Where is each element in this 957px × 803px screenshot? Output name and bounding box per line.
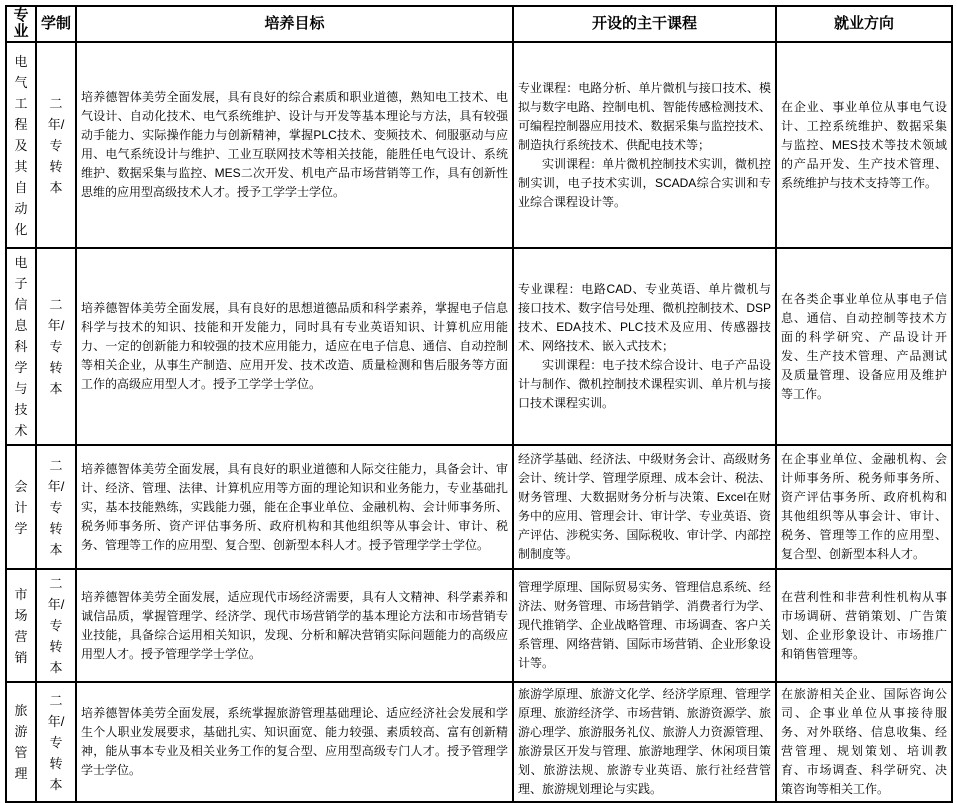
- objective-cell: 培养德智体美劳全面发展，具有良好的职业道德和人际交往能力，具备会计、审计、经济、管理、法律、计算机应用等方面的理论知识和业务能力，专业基础扎实，基本技能熟练，实践能力强，能在企事业单位、金融机构、会计师事务所、税务师事务所、资产评估事务所、政府机构和其他组织等从事会计、审计、税务、管理等工作的应用型、复合型、创新型本科人才。授予管理学学士学位。: [76, 445, 513, 569]
- duration-cell: 二年/专转本: [36, 445, 76, 569]
- courses-paragraph: 实训课程：单片微机控制技术实训，微机控制实训，电子技术实训，SCADA综合实训和专业综合课程设计等。: [518, 156, 771, 209]
- header-row: [6, 6, 952, 42]
- duration-cell: 二年/专转本: [36, 248, 76, 445]
- employment-cell: 在企业、事业单位从事电气设计、工控系统维护、数据采集与监控、MES技术等技术领域的产品开发、生产技术管理、系统维护与技术支持等工作。: [776, 42, 952, 248]
- courses-cell: [513, 569, 776, 682]
- courses-paragraph: 专业课程：电路分析、单片微机与接口技术、模拟与数字电路、控制电机、智能传感检测技术、可编程控制器应用技术、数据采集与监控技术、制造执行系统技术、供配电技术等；: [518, 80, 771, 152]
- duration-cell: 二年/专转本: [36, 569, 76, 682]
- courses-paragraph: 管理学原理、国际贸易实务、管理信息系统、经济法、财务管理、市场营销学、消费者行为学、现代推销学、企业战略管理、市场调查、客户关系管理、网络营销、国际市场营销、企业形象设计等。: [518, 580, 771, 670]
- major-cell: 电子信息科学与技术: [6, 248, 36, 445]
- courses-paragraph: 专业课程：电路CAD、专业英语、单片微机与接口技术、数字信号处理、微机控制技术、DSP技术、EDA技术、PLC技术及应用、传感器技术、网络技术、嵌入式技术；: [518, 282, 771, 353]
- programs-table: [5, 5, 953, 803]
- col-header-objective: 培养目标: [76, 6, 513, 42]
- objective-cell: 培养德智体美劳全面发展，系统掌握旅游管理基础理论、适应经济社会发展和学生个人职业发展要求，基础扎实、知识面宽、能力较强、素质较高、富有创新精神，能从事本专业及相关业务工作的复合型、应用型高级专门人才。授予管理学学士学位。: [76, 682, 513, 802]
- major-cell: 会计学: [6, 445, 36, 569]
- courses-cell: [513, 42, 776, 248]
- duration-cell: 二年/专转本: [36, 682, 76, 802]
- table-row: [6, 569, 952, 682]
- col-header-courses: 开设的主干课程: [513, 6, 776, 42]
- employment-cell: 在企事业单位、金融机构、会计师事务所、税务师事务所、资产评估事务所、政府机构和其他组织等从事会计、审计、税务、管理等工作的应用型、复合型、创新型本科人才。: [776, 445, 952, 569]
- col-header-duration: 学制: [36, 6, 76, 42]
- courses-cell: [513, 445, 776, 569]
- courses-cell: [513, 682, 776, 802]
- table-row: [6, 445, 952, 569]
- col-header-employment: 就业方向: [776, 6, 952, 42]
- employment-cell: 在营利性和非营利性机构从事市场调研、营销策划、广告策划、企业形象设计、市场推广和销售管理等。: [776, 569, 952, 682]
- table-row: [6, 248, 952, 445]
- objective-cell: 培养德智体美劳全面发展，具有良好的综合素质和职业道德，熟知电工技术、电气设计、自动化技术、电气系统维护、设计与开发等基本理论与方法，具有较强动手能力、实际操作能力与创新精神，掌握PLC技术、变频技术、伺服驱动与应用、电气系统设计与维护、工业互联网技术等相关技能，能胜任电气设计、系统维护、数据采集与监控、MES二次开发、机电产品市场营销等工作，具有创新性思维的应用型高级技术人才。授予工学学士学位。: [76, 42, 513, 248]
- major-cell: 旅游管理: [6, 682, 36, 802]
- major-cell: 市场营销: [6, 569, 36, 682]
- courses-paragraph: 旅游学原理、旅游文化学、经济学原理、管理学原理、旅游经济学、市场营销、旅游资源学、旅游心理学、旅游服务礼仪、旅游人力资源管理、旅游景区开发与管理、旅游地理学、休闲项目策划、旅游法规、旅游专业英语、旅行社经营管理、旅游规划理论与实践。: [518, 687, 771, 796]
- employment-cell: 在各类企事业单位从事电子信息、通信、自动控制等技术方面的科学研究、产品设计开发、生产技术管理、产品测试及质量管理、设备应用及维护等工作。: [776, 248, 952, 445]
- duration-cell: 二年/专转本: [36, 42, 76, 248]
- col-header-major: 专业: [6, 6, 36, 42]
- objective-cell: 培养德智体美劳全面发展，具有良好的思想道德品质和科学素养，掌握电子信息科学与技术的知识、技能和开发能力，同时具有专业英语知识、计算机应用能力、一定的创新能力和较强的技术应用能力，适应在电子信息、通信、自动控制等相关企业，从事生产制造、应用开发、技术改造、质量检测和售后服务等方面工作的高级应用型人才。授予工学学士学位。: [76, 248, 513, 445]
- major-cell: 电气工程及其自动化: [6, 42, 36, 248]
- employment-cell: 在旅游相关企业、国际咨询公司、企事业单位从事接待服务、对外联络、信息收集、经营管理、规划策划、培训教育、市场调查、科学研究、决策咨询等相关工作。: [776, 682, 952, 802]
- courses-cell: [513, 248, 776, 445]
- table-row: [6, 682, 952, 802]
- table-row: [6, 42, 952, 248]
- courses-paragraph: 经济学基础、经济法、中级财务会计、高级财务会计、统计学、管理学原理、成本会计、税法、财务管理、大数据财务分析与决策、Excel在财务中的应用、管理会计、审计学、专业英语、资产评估、涉税实务、国际税收、审计学、内部控制制度等。: [518, 452, 771, 561]
- courses-paragraph: 实训课程：电子技术综合设计、电子产品设计与制作、微机控制技术课程实训、单片机与接口技术课程实训。: [518, 358, 771, 410]
- objective-cell: 培养德智体美劳全面发展，适应现代市场经济需要，具有人文精神、科学素养和诚信品质，掌握管理学、经济学、现代市场营销学的基本理论方法和市场营销专业技能，具备综合运用相关知识，发现、分析和解决营销实际问题能力的高级应用型人才。授予管理学学士学位。: [76, 569, 513, 682]
